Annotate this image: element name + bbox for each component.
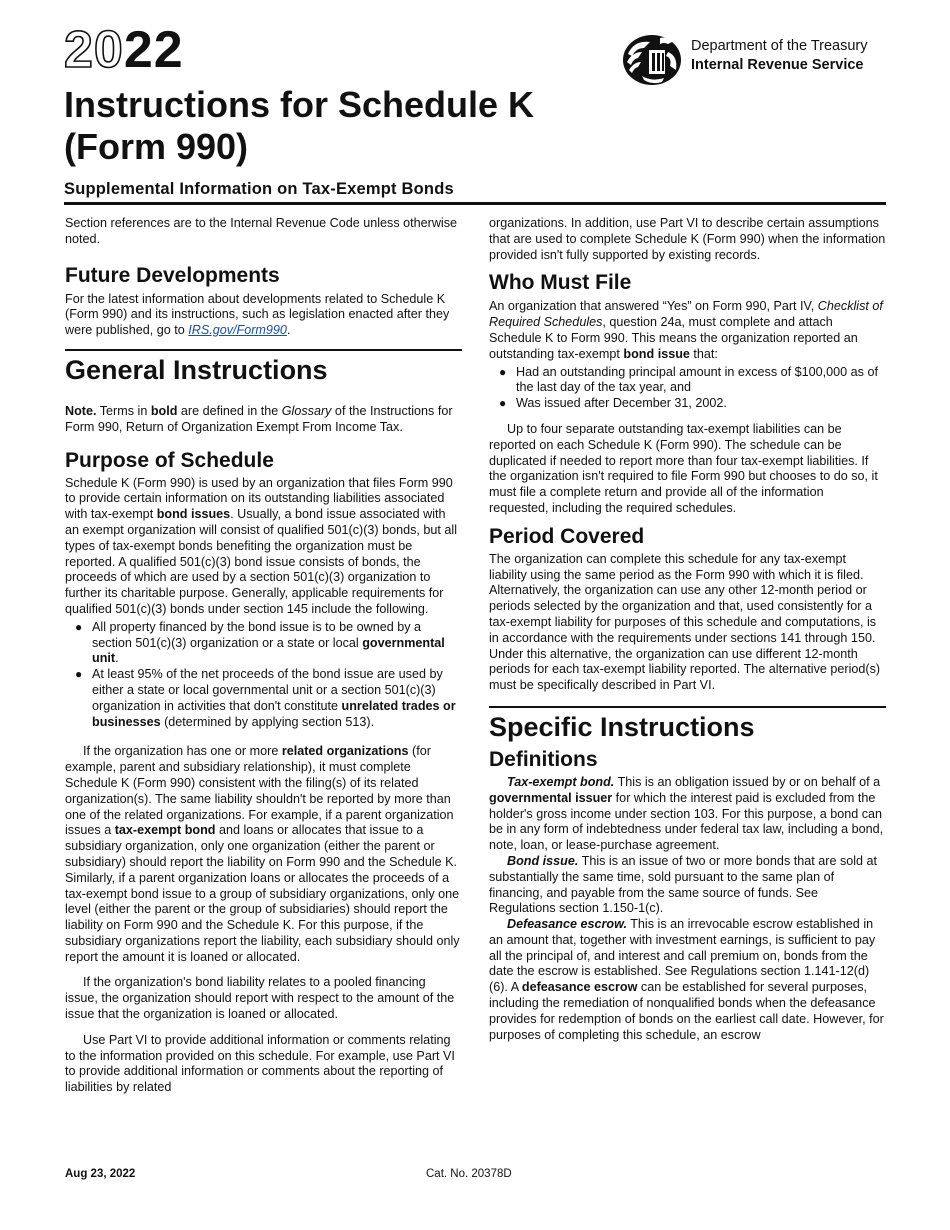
future-end: . (286, 323, 291, 338)
title-line-2: (Form 990) (64, 126, 249, 167)
who-text-1: An organization that answered “Yes” on Form 990, Part IV, (489, 299, 818, 314)
list-item (489, 365, 886, 397)
list-item (65, 667, 462, 730)
bullet1-bold: governmental unit (92, 635, 445, 666)
bullet2-text-1: At least 95% of the net proceeds of the bond issue are used by either a state or local governmental unit or a section 501(c)(3) organization in activities that don't constitute (92, 667, 443, 713)
footer-date: Aug 23, 2022 (65, 1168, 136, 1180)
related-bold-1: related organizations (281, 744, 409, 759)
title-line-1: Instructions for Schedule K (64, 84, 535, 125)
tax-year-suffix: 22 (123, 21, 184, 79)
def2-term: Bond issue. (507, 853, 579, 868)
note-text-1: Terms in (96, 403, 151, 418)
note-text-3: of the Instructions for Form 990, Return of Organization Exempt From Income Tax. (65, 403, 453, 434)
note-italic: Glossary (281, 403, 332, 418)
bullet-icon: ● (499, 364, 507, 379)
def3-text-2: can be established for several purposes, including the remediation of nonqualified bonds when the defeasance provides for redemption of bonds on the earliest call date. However, for purposes of completing this schedule, an escrow (489, 980, 884, 1042)
purpose-bold: bond issues (156, 507, 231, 522)
who-text-3: that: (689, 346, 718, 361)
purpose-bullet-list (65, 620, 462, 731)
def3-text-1: This is an irrevocable escrow established in an amount that, together with investment earnings, is sufficient to pay all the principal of, and interest and call premium on, bonds from the date the escrow is established. See Regulations section 1.141-12(d)(6). A (489, 917, 876, 995)
agency-department: Department of the Treasury (691, 38, 868, 54)
def3-bold: defeasance escrow (521, 980, 638, 995)
future-text: For the latest information about developments related to Schedule K (Form 990) and its instructions, such as legislation enacted after they were published, go to (65, 291, 450, 338)
irs-form990-link[interactable]: IRS.gov/Form990 (188, 323, 287, 338)
purpose-heading: Purpose of Schedule (65, 448, 274, 472)
list-item (65, 620, 462, 667)
period-covered-heading: Period Covered (489, 524, 645, 548)
future-developments-heading: Future Developments (65, 263, 280, 287)
note-bold: bold (150, 403, 178, 418)
purpose-paragraph (65, 476, 462, 618)
purpose-text-2: . Usually, a bond issue associated with an exempt organization will consist of qualified 501(c)(3) bonds, but all types of tax-exempt bonds benefiting the organization must be reported. A qualified 501(c)(3) bond issue consists of bonds, the proceeds of which are used by a section 501(c)(3) organization to further its charitable purpose. Generally, applicable requirements for qualified 501(c)(3) bonds under section 145 include the following. (65, 507, 458, 616)
note-label: Note. (65, 403, 97, 418)
def2-text-1: This is an issue of two or more bonds that are sold at substantially the same time, sold pursuant to the same plan of financing, and payable from the same source of funds. See Regulations section 1.150-1(c). (489, 853, 878, 916)
def1-bold: governmental issuer (489, 790, 613, 805)
part-vi-paragraph: Use Part VI to provide additional information or comments relating to the information provided on this schedule. For example, use Part VI to provide additional information or comments about the reporting of liabilities by related (65, 1032, 455, 1095)
bullet1-text-1: All property financed by the bond issue is to be owned by a section 501(c)(3) organization or a state or local (92, 619, 422, 650)
footer-catalog-number: Cat. No. 20378D (426, 1168, 512, 1180)
bullet-icon: ● (499, 396, 507, 411)
note-paragraph (65, 404, 462, 436)
definition-defeasance-escrow (489, 917, 886, 1043)
bullet2-text-2: (determined by applying section 513). (160, 714, 375, 729)
right-column (489, 216, 886, 1043)
four-liabilities-paragraph: Up to four separate outstanding tax-exempt liabilities can be reported on each Schedule K (Form 990). The schedule can be duplicated if needed to report more than four tax-exempt liabilities. If the organization isn't required to file Form 990 but chooses to do so, it must file a complete return and provide all of the information requested, including the required schedules. (489, 421, 878, 515)
irs-eagle-seal-icon (622, 32, 684, 86)
general-instructions-heading: General Instructions (65, 354, 328, 385)
agency-block (622, 32, 892, 92)
def3-term: Defeasance escrow. (507, 917, 627, 932)
who-bold: bond issue (623, 346, 690, 361)
related-text-1: If the organization has one or more (83, 744, 282, 759)
section-divider (489, 706, 886, 708)
bullet-icon: ● (75, 619, 83, 634)
future-developments-paragraph (65, 292, 462, 339)
def1-text-1: This is an obligation issued by or on behalf of a (614, 774, 881, 789)
def1-text-2: for which the interest paid is excluded from the holder's gross income under section 103. For this purpose, a bond can be in any form of indebtedness under federal tax law, including a bond, note, loan, or lease-purchase agreement. (489, 790, 884, 853)
continued-paragraph: organizations. In addition, use Part VI to describe certain assumptions that are used to complete Schedule K (Form 990) when the information provided isn't fully supported by existing records. (489, 216, 886, 262)
bullet-icon: ● (75, 667, 83, 682)
header-divider (64, 202, 886, 205)
document-subtitle: Supplemental Information on Tax-Exempt Bonds (64, 180, 454, 198)
list-item (489, 396, 886, 412)
tax-year (64, 21, 184, 79)
related-bold-2: tax-exempt bond (114, 823, 216, 838)
intro-paragraph: Section references are to the Internal Revenue Code unless otherwise noted. (65, 216, 458, 246)
agency-service: Internal Revenue Service (691, 57, 864, 73)
purpose-text-1: Schedule K (Form 990) is used by an organization that files Form 990 to provide certain information on its outstanding liabilities associated with tax-exempt (65, 475, 453, 522)
def1-term: Tax-exempt bond. (507, 774, 615, 789)
who-text-2: , question 24a, must complete and attach Schedule K to Form 990. This means the organization reported an outstanding tax-exempt (489, 315, 858, 361)
definitions-heading: Definitions (489, 747, 598, 771)
who-bullet-2: Was issued after December 31, 2002. (516, 396, 727, 411)
definition-bond-issue (489, 854, 886, 917)
related-text-2: (for example, parent and subsidiary relationship), it must complete Schedule K (Form 990) consistent with the filing(s) of its related organization(s). The same liability shouldn't be reported by more than one of the related organizations. For example, if a parent organization issues a (65, 744, 454, 838)
left-column (65, 216, 462, 1096)
pooled-financing-paragraph: If the organization's bond liability relates to a pooled financing issue, the organization should report with respect to the amount of the issue that the organization is loaned or allocated. (65, 975, 455, 1022)
tax-year-prefix: 20 (64, 21, 124, 79)
related-text-3: and loans or allocates that issue to a subsidiary organization, only one organization (either the parent or subsidiary) should report the liability on Form 990 and the Schedule K. Similarly, if a parent organization loans or allocates the proceeds of a tax-exempt bond issue to a group of subsidiary organizations, only one level (either the parent or the group of subsidiaries) should report the liability on Form 990 and the Schedule K. For this purpose, if the subsidiary organizations report the liability, each subsidiary should only report the amount it is loaned or allocated. (65, 823, 460, 964)
who-must-file-heading: Who Must File (489, 271, 632, 295)
related-organizations-paragraph (65, 744, 462, 965)
note-text-2: are defined in the (177, 403, 282, 418)
who-must-file-paragraph (489, 299, 886, 362)
specific-instructions-heading: Specific Instructions (489, 711, 755, 742)
section-divider (65, 349, 462, 351)
bullet2-bold: unrelated trades or businesses (92, 698, 456, 729)
bullet1-text-2: . (115, 651, 119, 666)
definition-tax-exempt-bond (489, 775, 886, 854)
period-covered-paragraph: The organization can complete this schedule for any tax-exempt liability using the same period as the Form 990 with which it is filed. Alternatively, the organization can use any other 12-month period or periods selected by the organization and that, used consistently for a tax-exempt liability for purposes of this schedule and computations, is in accordance with the requirements under sections 141 through 150. Under this alternative, the organization can use different 12-month periods for each tax-exempt liability reported. The alternative period(s) must be specifically described in Part VI. (489, 551, 881, 693)
who-bullet-list (489, 365, 886, 412)
document-title (64, 84, 534, 168)
who-italic: Checklist of Required Schedules (489, 299, 883, 330)
who-bullet-1: Had an outstanding principal amount in excess of $100,000 as of the last day of the tax year, and (516, 364, 878, 395)
